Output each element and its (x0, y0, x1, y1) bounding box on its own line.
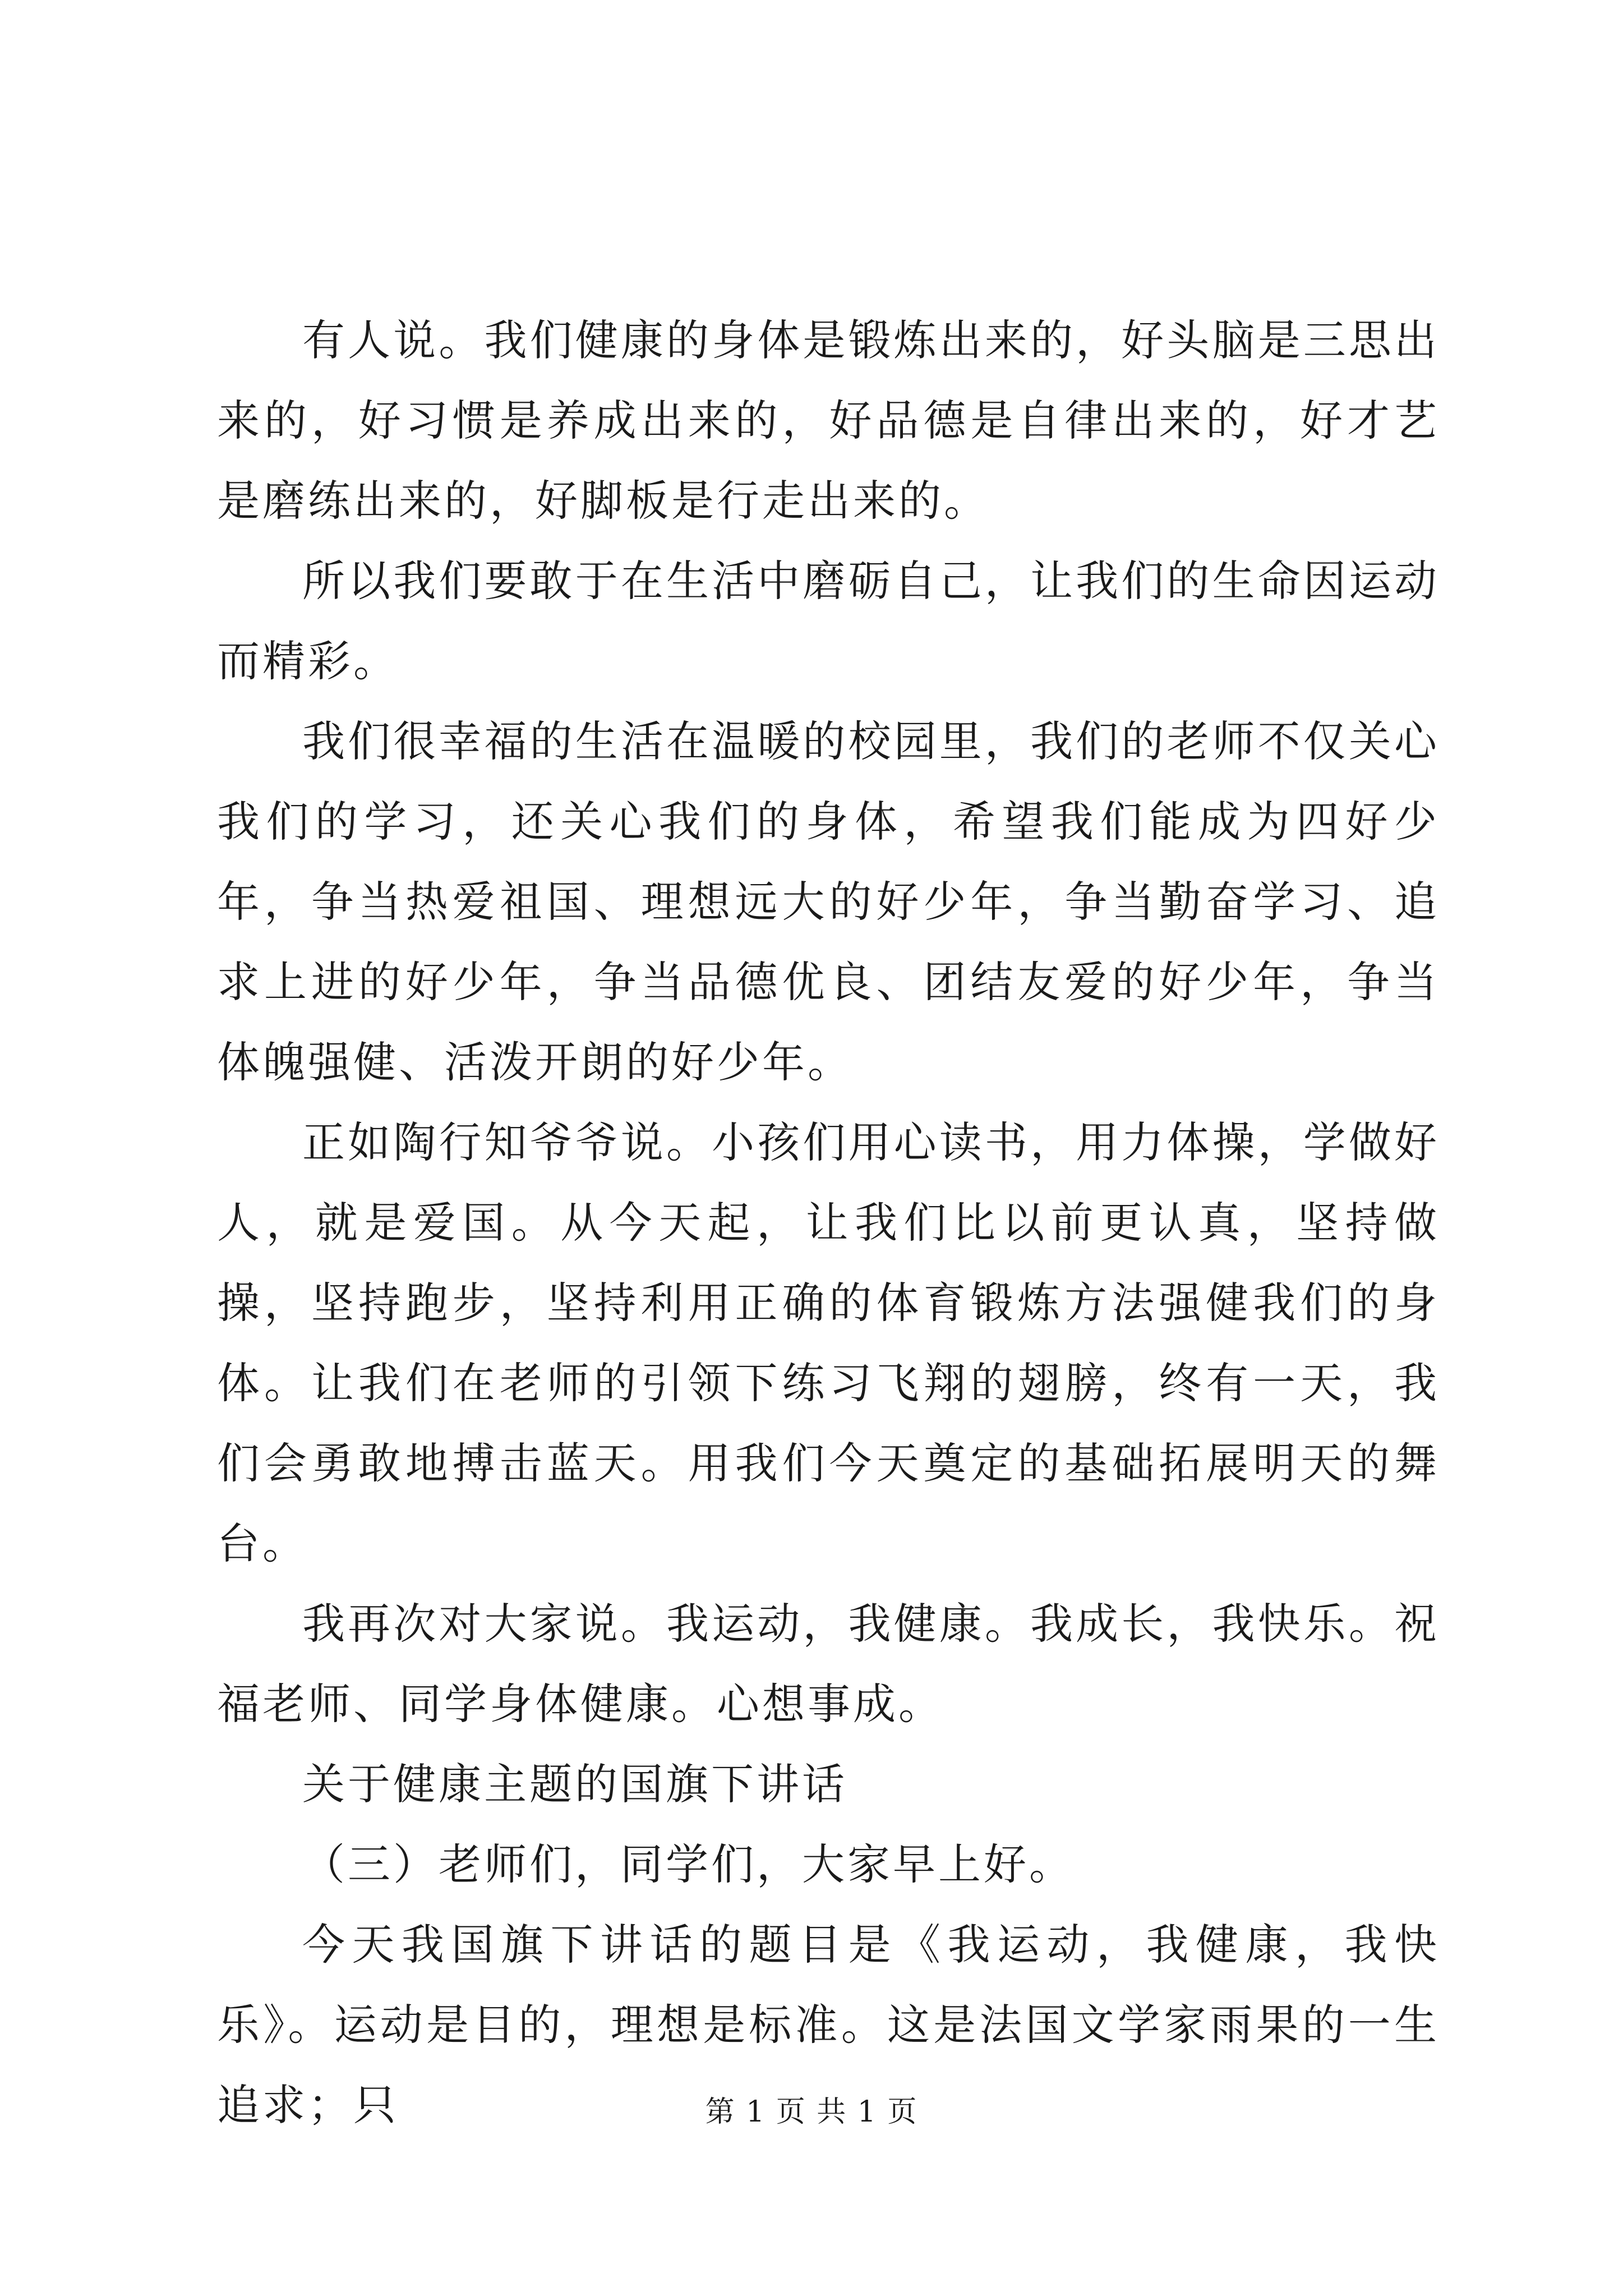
paragraph-4: 正如陶行知爷爷说。小孩们用心读书，用力体操，学做好人，就是爱国。从今天起，让我们比以前更认真，坚持做操，坚持跑步，坚持利用正确的体育锻炼方法强健我们的身体。让我们在老师的引领下练习飞翔的翅膀，终有一天，我们会勇敢地搏击蓝天。用我们今天奠定的基础拓展明天的舞台。 (217, 1117, 1440, 1568)
paragraph-8: 今天我国旗下讲话的题目是《我运动，我健康，我快乐》。运动是目的，理想是标准。这是法国文学家雨果的一生追求；只 (217, 1920, 1440, 2130)
page-footer: 第 1 页 共 1 页 (705, 2095, 918, 2129)
paragraph-5: 我再次对大家说。我运动，我健康。我成长，我快乐。祝福老师、同学身体健康。心想事成。 (217, 1599, 1440, 1729)
paragraph-3: 我们很幸福的生活在温暖的校园里，我们的老师不仅关心我们的学习，还关心我们的身体，希望我们能成为四好少年，争当热爱祖国、理想远大的好少年，争当勤奋学习、追求上进的好少年，争当品德优良、团结友爱的好少年，争当体魄强健、活泼开朗的好少年。 (217, 716, 1440, 1087)
paragraph-2: 所以我们要敢于在生活中磨砺自己，让我们的生命因运动而精彩。 (217, 556, 1440, 686)
document-body (217, 300, 1440, 2145)
section-heading: 关于健康主题的国旗下讲话 (302, 1759, 847, 1809)
paragraph-greeting: （三）老师们，同学们，大家早上好。 (302, 1839, 1075, 1889)
paragraph-1: 有人说。我们健康的身体是锻炼出来的，好头脑是三思出来的，好习惯是养成出来的，好品德是自律出来的，好才艺是磨练出来的，好脚板是行走出来的。 (217, 315, 1440, 526)
